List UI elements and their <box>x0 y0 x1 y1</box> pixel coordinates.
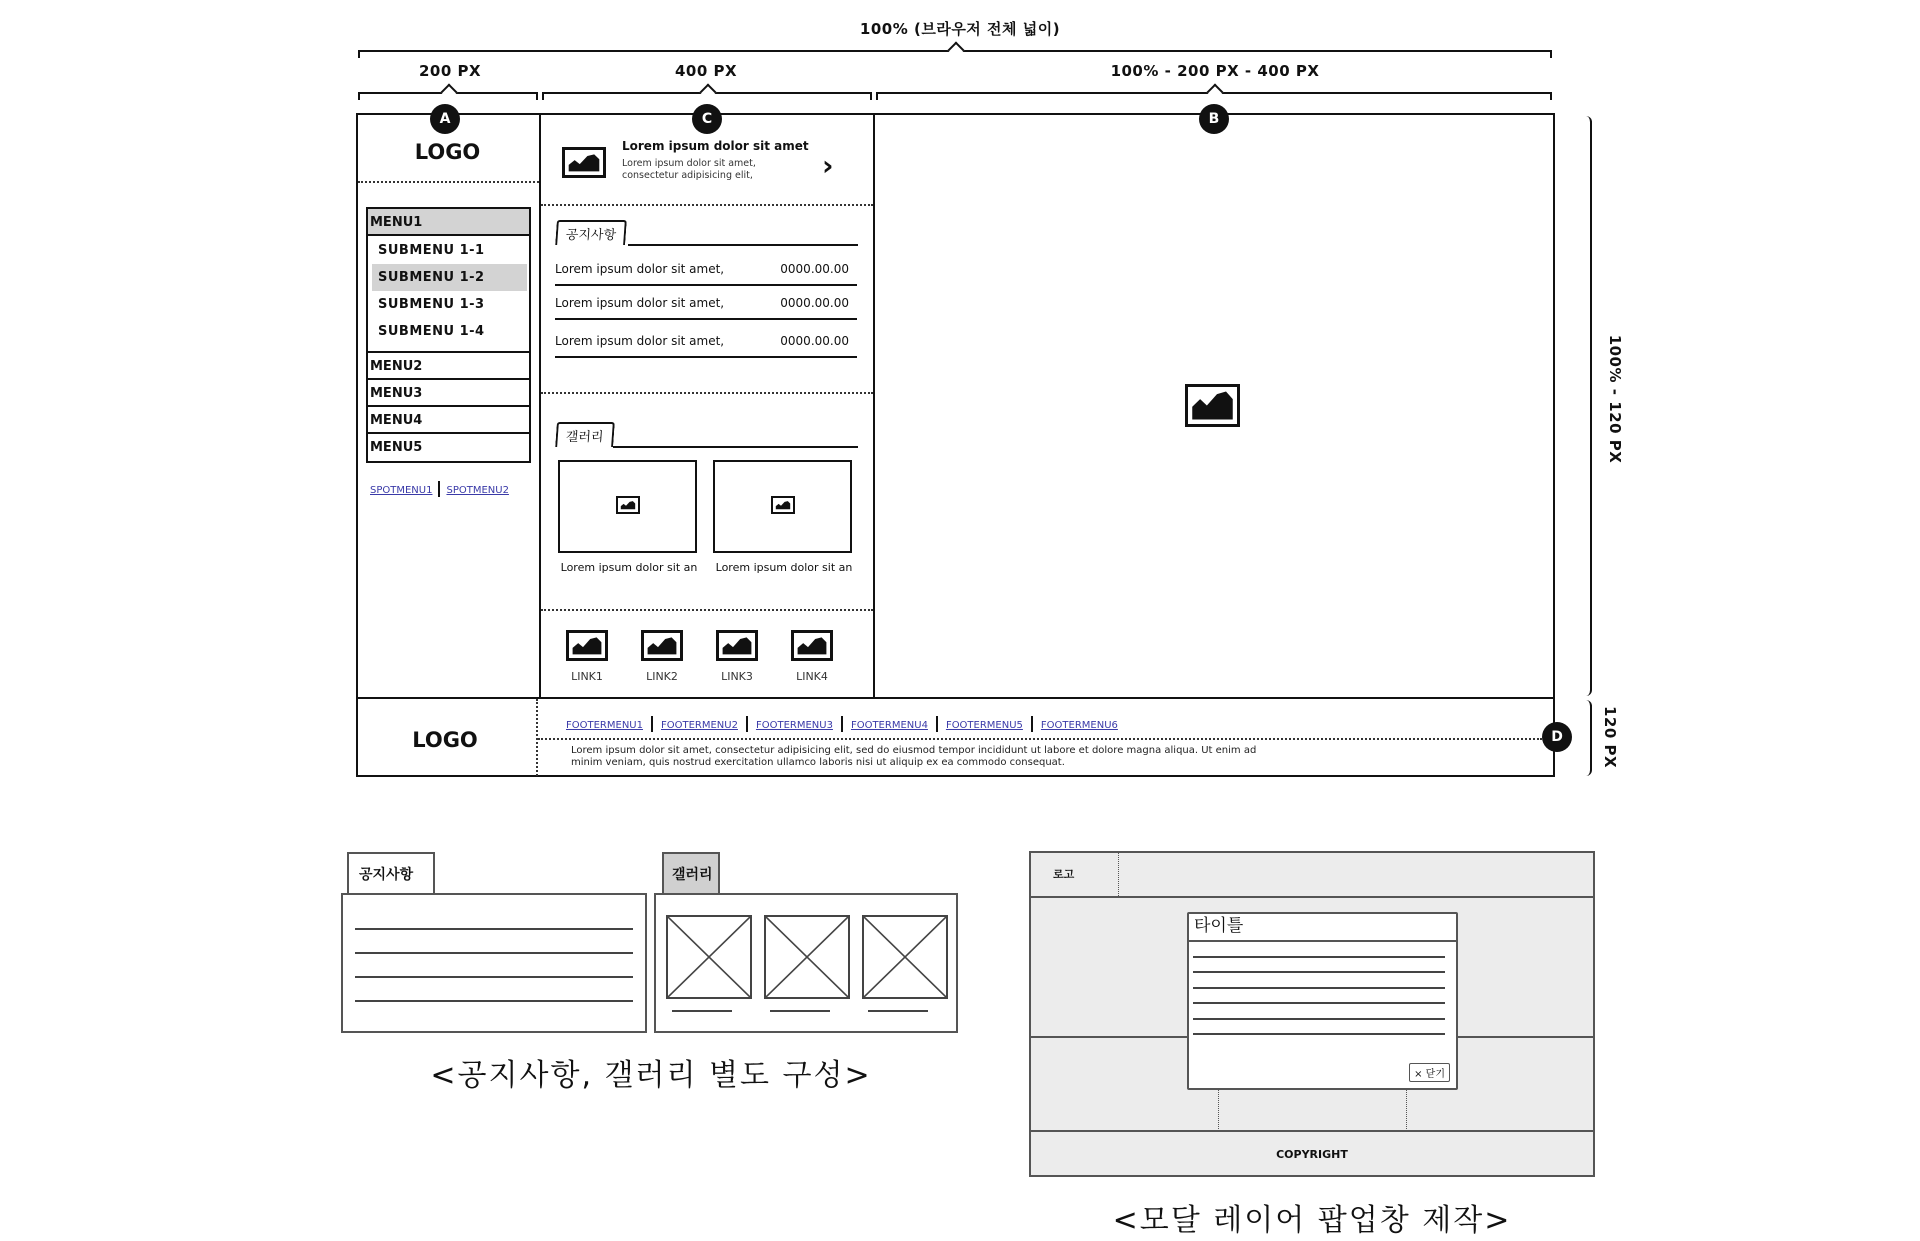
col-a-brace <box>358 92 538 102</box>
modal-dialog <box>1187 912 1458 1090</box>
footer-text <box>571 745 1256 769</box>
menu-item-menu3[interactable]: MENU3 <box>368 380 529 407</box>
badge-c: C <box>692 104 722 134</box>
main-height-brace <box>1580 116 1592 696</box>
gallery-caption[interactable]: Lorem ipsum dolor sit an <box>560 561 698 574</box>
modal-example-copyright: COPYRIGHT <box>1276 1148 1348 1161</box>
link4-label[interactable]: LINK4 <box>796 670 828 683</box>
example-gallery-placeholder <box>666 915 752 999</box>
example-gallery-placeholder <box>764 915 850 999</box>
modal-content-line <box>1193 956 1445 958</box>
notice-divider <box>541 392 873 394</box>
notice-row-date: 0000.00.00 <box>780 334 849 348</box>
footer-logo[interactable]: LOGO <box>412 728 478 752</box>
submenu-item-1-3[interactable]: SUBMENU 1-3 <box>378 297 485 312</box>
modal-example-footer-line <box>1029 1130 1595 1132</box>
feature-desc <box>622 158 756 182</box>
example-notice-line <box>355 1000 633 1002</box>
submenu-item-1-1[interactable]: SUBMENU 1-1 <box>378 243 485 258</box>
example-gallery-caption-line <box>868 1010 928 1012</box>
link4-image-icon[interactable] <box>791 630 833 661</box>
main-content-image-icon <box>1185 384 1240 427</box>
modal-content-line <box>1193 971 1445 973</box>
modal-content-line <box>1193 1002 1445 1004</box>
footer-menu-2[interactable]: FOOTERMENU2 <box>660 720 738 731</box>
gallery-image-icon <box>771 496 795 514</box>
example-notice-line <box>355 928 633 930</box>
link3-image-icon[interactable] <box>716 630 758 661</box>
modal-example-header-divider <box>1118 853 1119 896</box>
feature-image-icon <box>562 147 606 178</box>
modal-example-logo: 로고 <box>1053 868 1075 881</box>
col-c-brace <box>542 92 872 102</box>
spot-menu-separator <box>438 481 440 497</box>
divider-c-b <box>873 113 875 699</box>
example-gallery-caption-line <box>770 1010 830 1012</box>
link1-label[interactable]: LINK1 <box>571 670 603 683</box>
gallery-tab-baseline <box>613 446 858 448</box>
col-b-brace <box>876 92 1552 102</box>
modal-content-line <box>1193 987 1445 989</box>
menu-item-menu1[interactable]: MENU1 <box>368 209 529 236</box>
notice-tab[interactable]: 공지사항 <box>555 220 627 245</box>
footer-height-brace <box>1580 700 1592 776</box>
sidebar-logo[interactable]: LOGO <box>414 140 481 164</box>
feature-title[interactable]: Lorem ipsum dolor sit amet <box>622 139 809 153</box>
example-notice-tab[interactable]: 공지사항 <box>347 852 435 896</box>
wireframe-frame <box>356 113 1555 777</box>
feature-desc-line1: Lorem ipsum dolor sit amet, <box>622 158 756 169</box>
modal-example-caption: <모달 레이어 팝업창 제작> <box>1112 1203 1512 1238</box>
footer-menu-separator <box>936 716 938 732</box>
example-notice-line <box>355 976 633 978</box>
footer-menu-6[interactable]: FOOTERMENU6 <box>1040 720 1118 731</box>
spot-menu-1[interactable]: SPOTMENU1 <box>370 485 433 496</box>
badge-a: A <box>430 104 460 134</box>
link2-image-icon[interactable] <box>641 630 683 661</box>
spot-menus <box>370 478 509 497</box>
notice-row-date: 0000.00.00 <box>780 296 849 310</box>
menu-item-menu4[interactable]: MENU4 <box>368 407 529 434</box>
modal-title: 타이틀 <box>1189 914 1456 942</box>
sidebar-logo-divider <box>358 181 539 183</box>
notice-row-title: Lorem ipsum dolor sit amet, <box>555 296 725 310</box>
sidebar-menu <box>366 207 531 463</box>
gallery-tab[interactable]: 갤러리 <box>555 422 614 447</box>
footer-height-label: 120 PX <box>1601 705 1619 769</box>
example-gallery-caption-line <box>672 1010 732 1012</box>
total-width-brace <box>358 50 1552 60</box>
example-notice-tab-gap <box>349 895 433 899</box>
col-b-width-label: 100% - 200 PX - 400 PX <box>1110 62 1320 80</box>
example-tabs-caption: <공지사항, 갤러리 별도 구성> <box>430 1058 872 1093</box>
spot-menu-2[interactable]: SPOTMENU2 <box>446 485 509 496</box>
footer-menu-divider <box>538 738 1542 740</box>
modal-content-line <box>1193 1018 1445 1020</box>
link2-label[interactable]: LINK2 <box>646 670 678 683</box>
gallery-caption[interactable]: Lorem ipsum dolor sit an <box>715 561 853 574</box>
footer-menu-separator <box>746 716 748 732</box>
chevron-right-icon[interactable]: › <box>822 149 834 182</box>
feature-desc-line2: consectetur adipisicing elit, <box>622 170 753 181</box>
notice-row[interactable] <box>555 252 857 286</box>
feature-divider <box>541 204 873 206</box>
main-height-label: 100% - 120 PX <box>1606 334 1624 464</box>
notice-row-date: 0000.00.00 <box>780 262 849 276</box>
submenu-item-1-4[interactable]: SUBMENU 1-4 <box>378 324 485 339</box>
footer-text-line2: minim veniam, quis nostrud exercitation ullamco laboris nisi ut aliquip ex ea commodo consequat. <box>571 757 1065 768</box>
example-notice-line <box>355 952 633 954</box>
example-notice-panel <box>341 893 647 1033</box>
badge-d: D <box>1542 722 1572 752</box>
notice-row[interactable] <box>555 286 857 320</box>
link3-label[interactable]: LINK3 <box>721 670 753 683</box>
example-gallery-tab[interactable]: 갤러리 <box>662 852 720 894</box>
footer-menu-separator <box>651 716 653 732</box>
submenu-list <box>368 236 529 353</box>
badge-b: B <box>1199 104 1229 134</box>
menu-item-menu5[interactable]: MENU5 <box>370 440 423 455</box>
footer-menu-separator <box>841 716 843 732</box>
footer-menu-4[interactable]: FOOTERMENU4 <box>850 720 928 731</box>
col-c-width-label: 400 PX <box>674 62 738 80</box>
modal-close-button[interactable]: × 닫기 <box>1409 1063 1450 1082</box>
footer-menu-1[interactable]: FOOTERMENU1 <box>566 720 643 731</box>
col-a-width-label: 200 PX <box>418 62 482 80</box>
modal-example-header-line <box>1029 896 1595 898</box>
notice-row-title: Lorem ipsum dolor sit amet, <box>555 334 725 348</box>
total-width-label: 100% (브라우저 전체 넓이) <box>859 20 1061 38</box>
notice-tab-baseline <box>628 244 858 246</box>
notice-row-title: Lorem ipsum dolor sit amet, <box>555 262 725 276</box>
link1-image-icon[interactable] <box>566 630 608 661</box>
divider-a-c <box>539 113 541 699</box>
gallery-divider <box>541 609 873 611</box>
submenu-item-1-2[interactable]: SUBMENU 1-2 <box>372 264 527 291</box>
footer-menus <box>566 713 1118 732</box>
footer-text-line1: Lorem ipsum dolor sit amet, consectetur adipisicing elit, sed do eiusmod tempor incididunt ut labore et dolore magna aliqua. Ut enim ad <box>571 745 1257 756</box>
notice-row[interactable] <box>555 324 857 358</box>
footer-menu-3[interactable]: FOOTERMENU3 <box>755 720 833 731</box>
example-gallery-placeholder <box>862 915 948 999</box>
gallery-image-icon <box>616 496 640 514</box>
footer-menu-5[interactable]: FOOTERMENU5 <box>945 720 1023 731</box>
menu-item-menu2[interactable]: MENU2 <box>368 353 529 380</box>
footer-menu-separator <box>1031 716 1033 732</box>
modal-content-line <box>1193 1033 1445 1035</box>
